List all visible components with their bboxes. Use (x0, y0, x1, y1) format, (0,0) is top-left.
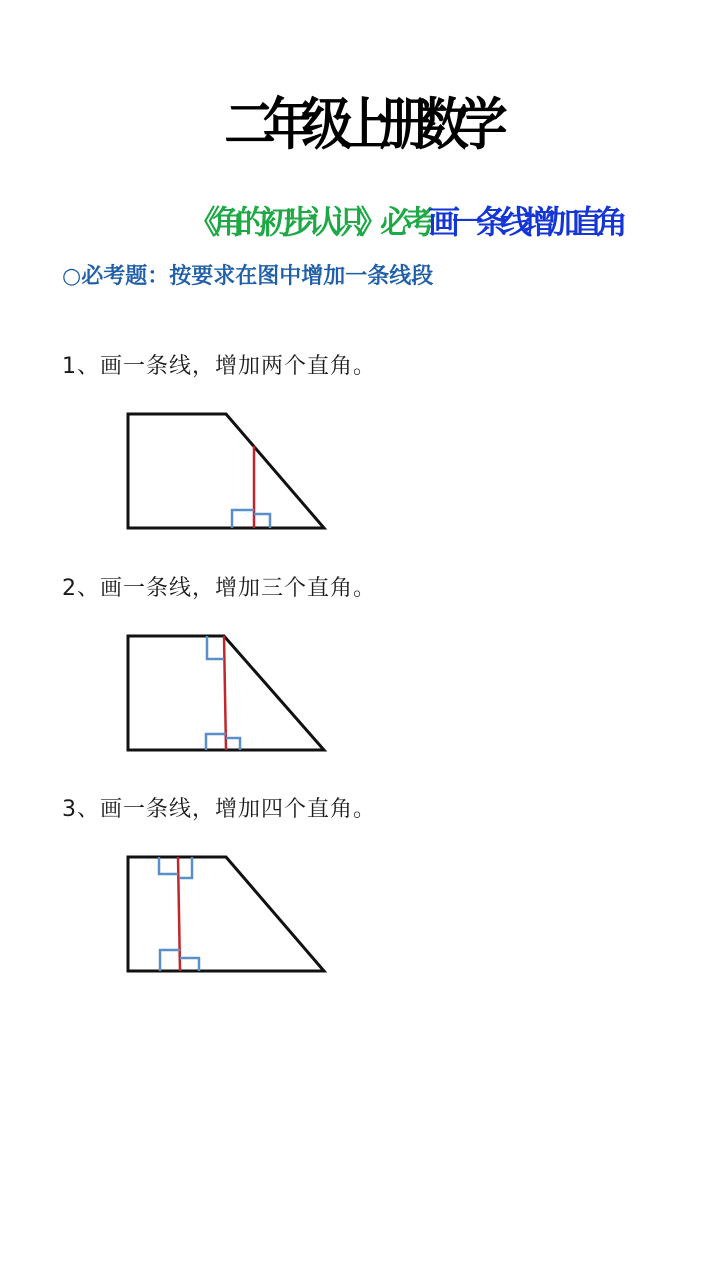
added-line (178, 857, 180, 971)
subtitle-green-part: 《角的初步认识》必考 (188, 203, 429, 241)
right-angle-mark (180, 958, 199, 971)
page-subtitle (188, 202, 620, 242)
right-angle-mark (179, 857, 192, 878)
right-angle-mark (232, 510, 254, 528)
subtitle-blue-part: 画一条线增加直角 (428, 203, 621, 241)
question-1-figure (120, 408, 340, 538)
question-1-text: 1、画一条线，增加两个直角。 (62, 354, 376, 379)
question-3-text: 3、画一条线，增加四个直角。 (62, 797, 376, 822)
page-title: 二年级上册数学 (224, 93, 495, 158)
question-3-figure (120, 851, 340, 981)
question-2-text: 2、画一条线，增加三个直角。 (62, 576, 376, 601)
right-angle-mark (206, 734, 226, 750)
question-2-figure (120, 630, 340, 760)
right-angle-mark (160, 950, 180, 971)
right-angle-mark (159, 857, 178, 874)
right-angle-mark (207, 636, 224, 659)
right-angle-mark (254, 514, 270, 528)
right-angle-mark (226, 738, 240, 750)
trapezoid-shape (128, 414, 324, 528)
trapezoid-shape (128, 857, 324, 971)
section-heading: ○必考题：按要求在图中增加一条线段 (62, 264, 434, 289)
